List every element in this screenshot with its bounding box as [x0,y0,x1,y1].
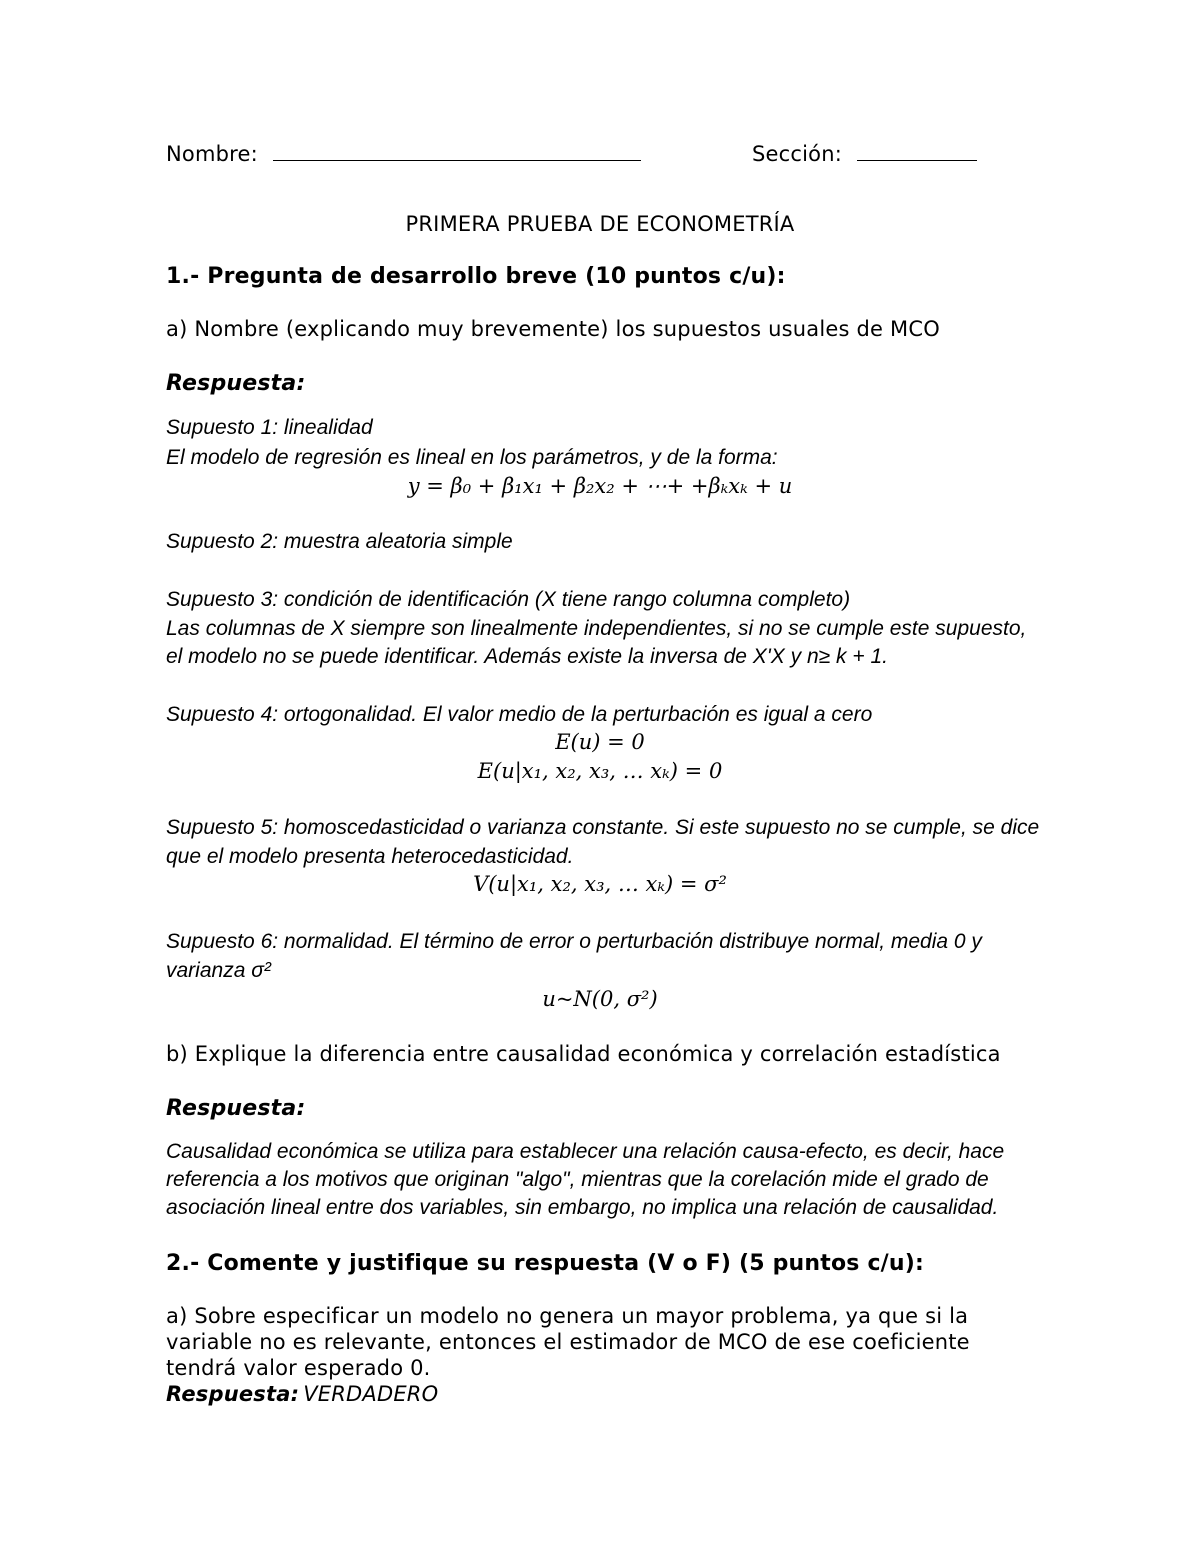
assumption-5-line-2: que el modelo presenta heterocedasticidad. [166,845,574,868]
answer-1b-line-2: referencia a los motivos que originan "algo", mientras que la corelación mide el grado de [166,1168,989,1191]
variance-equation: V(u|x₁, x₂, x₃, … xₖ) = σ² [473,872,727,896]
question-1-heading: 1.- Pregunta de desarrollo breve (10 puntos c/u): [166,264,786,289]
question-2-heading: 2.- Comente y justifique su respuesta (V o F) (5 puntos c/u): [166,1251,925,1276]
exam-title: PRIMERA PRUEBA DE ECONOMETRÍA [405,212,795,236]
assumption-4-title: Supuesto 4: ortogonalidad. El valor medio de la perturbación es igual a cero [166,703,873,726]
answer-label-1a: Respuesta: [166,371,306,396]
answer-1b-line-1: Causalidad económica se utiliza para establecer una relación causa-efecto, es decir, hace [166,1140,1005,1163]
conditional-expectation-equation: E(u|x₁, x₂, x₃, … xₖ) = 0 [477,759,723,783]
assumption-5-line-1: Supuesto 5: homoscedasticidad o varianza constante. Si este supuesto no se cumple, se dice [166,816,1040,839]
assumption-6-line-1: Supuesto 6: normalidad. El término de error o perturbación distribuye normal, media 0 y [166,930,982,953]
question-1a-text: a) Nombre (explicando muy brevemente) los supuestos usuales de MCO [166,317,940,341]
section-label: Sección: [752,142,843,166]
name-label: Nombre: [166,142,258,166]
question-2a-line-1: a) Sobre especificar un modelo no genera un mayor problema, ya que si la [166,1304,969,1328]
question-1b-text: b) Explique la diferencia entre causalidad económica y correlación estadística [166,1042,1001,1066]
name-blank[interactable] [273,142,641,161]
assumption-3-title: Supuesto 3: condición de identificación (X tiene rango columna completo) [166,588,851,611]
answer-label-1b: Respuesta: [166,1096,306,1121]
assumption-6-line-2: varianza σ² [166,959,271,982]
linear-model-equation: y = β₀ + β₁x₁ + β₂x₂ + ⋯+ +βₖxₖ + u [407,474,793,498]
assumption-3-line-2: el modelo no se puede identificar. Además existe la inversa de X'X y n≥ k + 1. [166,645,888,668]
normality-equation: u~N(0, σ²) [542,987,658,1011]
question-2a-line-2: variable no es relevante, entonces el estimador de MCO de ese coeficiente [166,1330,970,1354]
assumption-1-text: El modelo de regresión es lineal en los parámetros, y de la forma: [166,446,778,469]
answer-label-2a: Respuesta: [166,1382,300,1406]
answer-2a-row [166,1382,438,1406]
answer-value-2a: VERDADERO [303,1382,439,1406]
section-blank[interactable] [857,142,977,161]
section-field-row [752,142,977,166]
assumption-3-line-1: Las columnas de X siempre son linealmente independientes, si no se cumple este supuesto, [166,617,1027,640]
assumption-1-title: Supuesto 1: linealidad [166,416,373,439]
assumption-2-title: Supuesto 2: muestra aleatoria simple [166,530,513,553]
question-2a-line-3: tendrá valor esperado 0. [166,1356,431,1380]
expectation-equation: E(u) = 0 [555,730,645,754]
answer-1b-line-3: asociación lineal entre dos variables, sin embargo, no implica una relación de causalidad. [166,1196,999,1219]
name-field-row [166,142,641,166]
